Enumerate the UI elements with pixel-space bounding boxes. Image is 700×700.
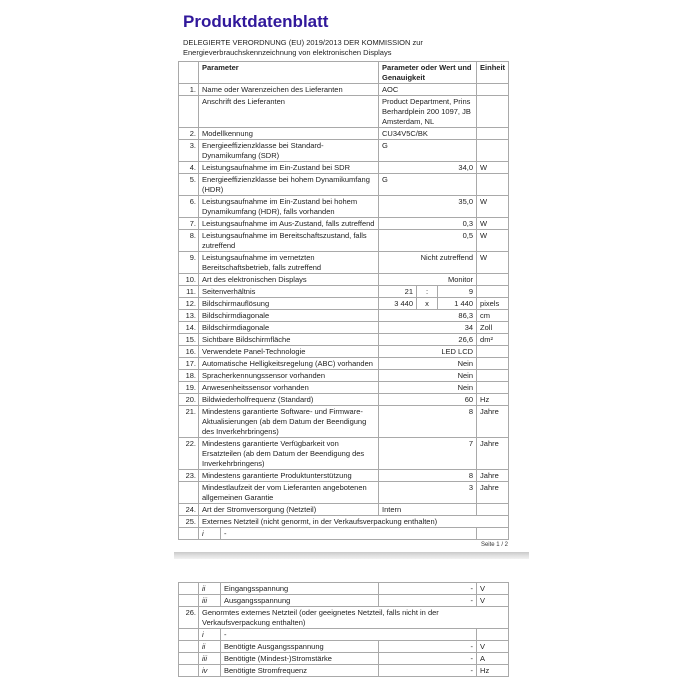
regulation-subtitle [183,38,509,57]
row-number-cell [179,528,199,540]
table-row [179,96,509,128]
row-number-cell: 25. [179,516,199,528]
row-number-cell: 4. [179,162,199,174]
row-number-cell [179,96,199,128]
parameters-table-continued [178,582,509,677]
row-number-cell [179,482,199,504]
unit-cell [477,528,509,540]
roman-numeral-cell: iii [199,595,221,607]
parameter-cell: Bildwiederholfrequenz (Standard) [199,394,379,406]
parameter-cell: Verwendete Panel-Technologie [199,346,379,358]
table-row [179,196,509,218]
parameter-cell: Name oder Warenzeichen des Lieferanten [199,84,379,96]
header-parameter: Parameter [199,62,379,84]
unit-cell: Hz [477,665,509,677]
parameter-cell: Seitenverhältnis [199,286,379,298]
header-number-cell [179,62,199,84]
value-cell: 7 [379,438,477,470]
unit-cell [477,174,509,196]
table-row [179,370,509,382]
unit-cell [477,370,509,382]
table-row [179,252,509,274]
table-row [179,334,509,346]
unit-cell [477,358,509,370]
value-cell: Nein [379,370,477,382]
row-number-cell: 26. [179,607,199,629]
value-cell: 3 [379,482,477,504]
row-number-cell: 24. [179,504,199,516]
page-separator [174,552,529,559]
value-cell: CU34V5C/BK [379,128,477,140]
table-header-row [179,62,509,84]
unit-cell: Jahre [477,406,509,438]
parameter-cell: Automatische Helligkeitsregelung (ABC) vorhanden [199,358,379,370]
value-cell: G [379,174,477,196]
row-number-cell: 19. [179,382,199,394]
spanning-parameter-cell: Externes Netzteil (nicht genormt, in der Verkaufsverpackung enthalten) [199,516,509,528]
row-number-cell: 11. [179,286,199,298]
row-number-cell [179,665,199,677]
subtitle-line-1: DELEGIERTE VERORDNUNG (EU) 2019/2013 DER KOMMISSION zur [183,38,423,47]
table-row [179,230,509,252]
table-row [179,653,509,665]
roman-numeral-cell: iv [199,665,221,677]
parameter-cell: Anwesenheitssensor vorhanden [199,382,379,394]
table-row [179,470,509,482]
value-cell: - [379,583,477,595]
unit-cell: V [477,595,509,607]
value-cell: Nein [379,358,477,370]
value-part-cell: 1 440 [438,298,477,310]
value-cell: Nicht zutreffend [379,252,477,274]
value-cell: G [379,140,477,162]
table-row [179,583,509,595]
parameter-cell: Anschrift des Lieferanten [199,96,379,128]
table-row [179,516,509,528]
unit-cell: Hz [477,394,509,406]
parameter-cell: Art der Stromversorgung (Netzteil) [199,504,379,516]
row-number-cell: 14. [179,322,199,334]
row-number-cell: 3. [179,140,199,162]
value-cell: 86,3 [379,310,477,322]
unit-cell: W [477,252,509,274]
unit-cell: Jahre [477,482,509,504]
unit-cell: pixels [477,298,509,310]
value-cell: 34,0 [379,162,477,174]
unit-cell: dm² [477,334,509,346]
row-number-cell: 2. [179,128,199,140]
table-row [179,641,509,653]
unit-cell [477,96,509,128]
roman-numeral-cell: i [199,528,221,540]
value-cell: Monitor [379,274,477,286]
roman-numeral-cell: iii [199,653,221,665]
dash-cell: - [221,629,477,641]
row-number-cell: 13. [179,310,199,322]
table-row [179,298,509,310]
unit-cell: W [477,162,509,174]
unit-cell: Zoll [477,322,509,334]
table-row [179,274,509,286]
row-number-cell: 20. [179,394,199,406]
value-cell: - [379,641,477,653]
parameter-cell: Mindestens garantierte Software- und Firmware-Aktualisierungen (ab dem Datum der Beendigung des Inverkehrbringens) [199,406,379,438]
table-row [179,162,509,174]
table-row [179,665,509,677]
table-row [179,310,509,322]
datasheet-page-1 [178,12,509,548]
unit-cell: A [477,653,509,665]
unit-cell [477,286,509,298]
unit-cell [477,346,509,358]
unit-cell: W [477,230,509,252]
parameter-cell: Mindestlaufzeit der vom Lieferanten angebotenen allgemeinen Garantie [199,482,379,504]
table-row [179,629,509,641]
table-row [179,504,509,516]
row-number-cell [179,641,199,653]
unit-cell [477,504,509,516]
value-cell: Intern [379,504,477,516]
parameter-cell: Eingangsspannung [221,583,379,595]
unit-cell: W [477,218,509,230]
parameter-cell: Benötigte Stromfrequenz [221,665,379,677]
roman-numeral-cell: ii [199,583,221,595]
table-row [179,346,509,358]
value-cell: 34 [379,322,477,334]
row-number-cell: 17. [179,358,199,370]
unit-cell: V [477,641,509,653]
table-row [179,607,509,629]
table-row [179,358,509,370]
value-cell: 0,3 [379,218,477,230]
unit-cell: cm [477,310,509,322]
table-row [179,140,509,162]
parameter-cell: Energieeffizienzklasse bei Standard-Dynamikumfang (SDR) [199,140,379,162]
table-row [179,218,509,230]
value-cell: LED LCD [379,346,477,358]
row-number-cell: 7. [179,218,199,230]
unit-cell [477,382,509,394]
parameter-cell: Sichtbare Bildschirmfläche [199,334,379,346]
parameters-table [178,61,509,540]
parameter-cell: Leistungsaufnahme im Bereitschaftszustand, falls zutreffend [199,230,379,252]
parameter-cell: Leistungsaufnahme im vernetzten Bereitschaftsbetrieb, falls zutreffend [199,252,379,274]
parameter-cell: Ausgangsspannung [221,595,379,607]
table-row [179,322,509,334]
parameter-cell: Bildschirmdiagonale [199,310,379,322]
row-number-cell: 23. [179,470,199,482]
value-cell: - [379,595,477,607]
page-indicator: Seite 1 / 2 [480,542,508,548]
table-row [179,382,509,394]
table-row [179,128,509,140]
parameter-cell: Mindestens garantierte Verfügbarkeit von Ersatzteilen (ab dem Datum der Beendigung des Inverkehrbringens) [199,438,379,470]
value-cell: 8 [379,406,477,438]
page-title: Produktdatenblatt [183,12,329,31]
subtitle-line-2: Energieverbrauchskennzeichnung von elektronischen Displays [183,47,392,57]
unit-cell: Jahre [477,470,509,482]
unit-cell [477,84,509,96]
unit-cell: V [477,583,509,595]
value-cell: - [379,665,477,677]
row-number-cell: 18. [179,370,199,382]
spanning-parameter-cell: Genormtes externes Netzteil (oder geeignetes Netzteil, falls nicht in der Verkaufsverpackung enthalten) [199,607,509,629]
parameter-cell: Bildschirmdiagonale [199,322,379,334]
datasheet-page-2 [178,578,509,677]
value-cell: 0,5 [379,230,477,252]
table-row [179,438,509,470]
table-row [179,394,509,406]
value-separator-cell: : [417,286,438,298]
value-cell: 8 [379,470,477,482]
unit-cell: W [477,196,509,218]
value-cell: Nein [379,382,477,394]
parameter-cell: Mindestens garantierte Produktunterstützung [199,470,379,482]
parameter-cell: Art des elektronischen Displays [199,274,379,286]
value-cell: 26,6 [379,334,477,346]
row-number-cell [179,653,199,665]
header-value: Parameter oder Wert und Genauigkeit [379,62,477,84]
row-number-cell [179,583,199,595]
row-number-cell: 8. [179,230,199,252]
parameter-cell: Benötigte (Mindest-)Stromstärke [221,653,379,665]
parameter-cell: Leistungsaufnahme im Ein-Zustand bei hohem Dynamikumfang (HDR), falls vorhanden [199,196,379,218]
unit-cell [477,274,509,286]
parameter-cell: Energieeffizienzklasse bei hohem Dynamikumfang (HDR) [199,174,379,196]
row-number-cell: 15. [179,334,199,346]
unit-cell [477,128,509,140]
table-row [179,482,509,504]
table-row [179,174,509,196]
value-part-cell: 9 [438,286,477,298]
value-cell: Product Department, Prins Berhardplein 200 1097, JB Amsterdam, NL [379,96,477,128]
value-cell: 60 [379,394,477,406]
row-number-cell: 5. [179,174,199,196]
parameter-cell: Modellkennung [199,128,379,140]
row-number-cell: 16. [179,346,199,358]
parameter-cell: Bildschirmauflösung [199,298,379,310]
unit-cell [477,140,509,162]
table-row [179,528,509,540]
table-row [179,595,509,607]
roman-numeral-cell: i [199,629,221,641]
row-number-cell: 22. [179,438,199,470]
row-number-cell [179,629,199,641]
dash-cell: - [221,528,477,540]
row-number-cell [179,595,199,607]
roman-numeral-cell: ii [199,641,221,653]
unit-cell: Jahre [477,438,509,470]
table-row [179,286,509,298]
header-unit: Einheit [477,62,509,84]
row-number-cell: 21. [179,406,199,438]
parameter-cell: Leistungsaufnahme im Aus-Zustand, falls zutreffend [199,218,379,230]
unit-cell [477,629,509,641]
value-separator-cell: x [417,298,438,310]
value-part-cell: 21 [379,286,417,298]
parameter-cell: Spracherkennungssensor vorhanden [199,370,379,382]
value-part-cell: 3 440 [379,298,417,310]
row-number-cell: 10. [179,274,199,286]
row-number-cell: 12. [179,298,199,310]
row-number-cell: 6. [179,196,199,218]
row-number-cell: 1. [179,84,199,96]
table-row [179,406,509,438]
table-row [179,84,509,96]
row-number-cell: 9. [179,252,199,274]
parameter-cell: Benötigte Ausgangsspannung [221,641,379,653]
value-cell: AOC [379,84,477,96]
parameter-cell: Leistungsaufnahme im Ein-Zustand bei SDR [199,162,379,174]
value-cell: - [379,653,477,665]
value-cell: 35,0 [379,196,477,218]
